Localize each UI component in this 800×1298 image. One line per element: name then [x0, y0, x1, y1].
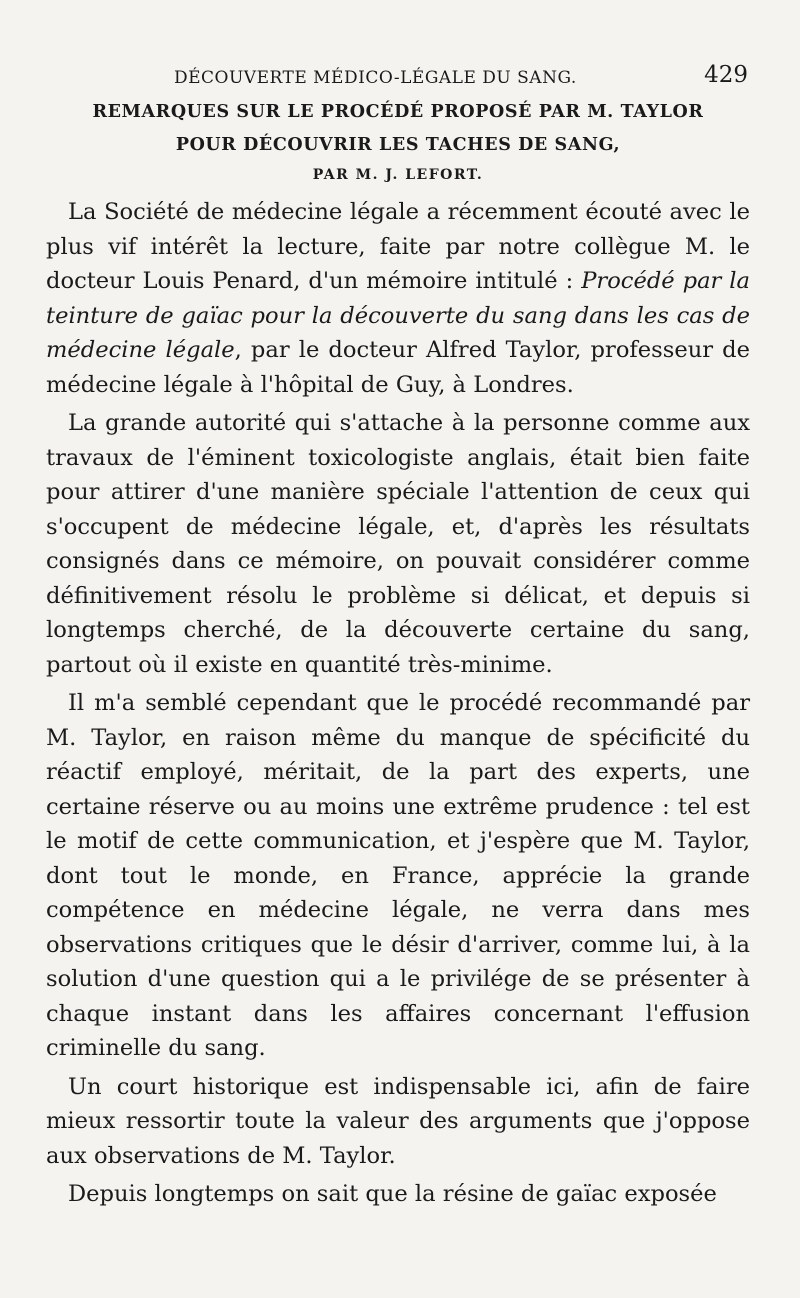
author-byline: PAR M. J. LEFORT. — [312, 167, 484, 183]
paragraph-3: Il m'a semblé cependant que le procédé recommandé par M. Taylor, en raison même du manque de spécificité du réactif employé, méritait, de la part des experts, une certaine réserve ou au moins une extrême prudence : tel est le motif de cette communication, et j'espère que M. Taylor, dont tout le monde, en France, apprécie la grande compétence en médecine légale, ne verra dans mes observations critiques que le désir d'arriver, comme lui, à la solution d'une question qui a le privilége de se présenter à chaque instant dans les affaires concernant l'effusion criminelle du sang. — [46, 690, 750, 1061]
article-title — [46, 96, 750, 162]
paragraph-1-text-b: , par le docteur Alfred Taylor, professeur de médecine légale à l'hôpital de Guy, à Londres. — [46, 337, 750, 398]
running-title: DÉCOUVERTE MÉDICO-LÉGALE DU SANG. — [174, 68, 577, 88]
cited-work-title: Procédé par la teinture de gaïac pour la découverte du sang dans les cas de médecine légale — [46, 268, 751, 363]
article-body — [46, 195, 750, 1212]
paragraph-5: Depuis longtemps on sait que la résine de gaïac exposée — [68, 1181, 717, 1207]
paragraph-1 — [46, 195, 750, 402]
paragraph-4: Un court historique est indispensable ici, afin de faire mieux ressortir toute la valeur des arguments que j'oppose aux observations de M. Taylor. — [46, 1073, 750, 1169]
paragraph-1-text-a: La Société de médecine légale a récemment écouté avec le plus vif intérêt la lecture, faite par notre collègue M. le docteur Louis Penard, d'un mémoire intitulé : — [46, 199, 750, 294]
article-title-line-2: POUR DÉCOUVRIR LES TACHES DE SANG, — [175, 135, 621, 155]
running-head — [46, 62, 750, 96]
paragraph-2: La grande autorité qui s'attache à la personne comme aux travaux de l'éminent toxicologiste anglais, était bien faite pour attirer d'une manière spéciale l'attention de ceux qui s'occupent de médecine légale, et, d'après les résultats consignés dans ce mémoire, on pouvait considérer comme définitivement résolu le problème si délicat, et depuis si longtemps cherché, de la découverte certaine du sang, partout où il existe en quantité très-minime. — [46, 410, 750, 678]
page-number: 429 — [704, 62, 748, 88]
article-title-line-1: REMARQUES SUR LE PROCÉDÉ PROPOSÉ PAR M. TAYLOR — [92, 102, 704, 122]
